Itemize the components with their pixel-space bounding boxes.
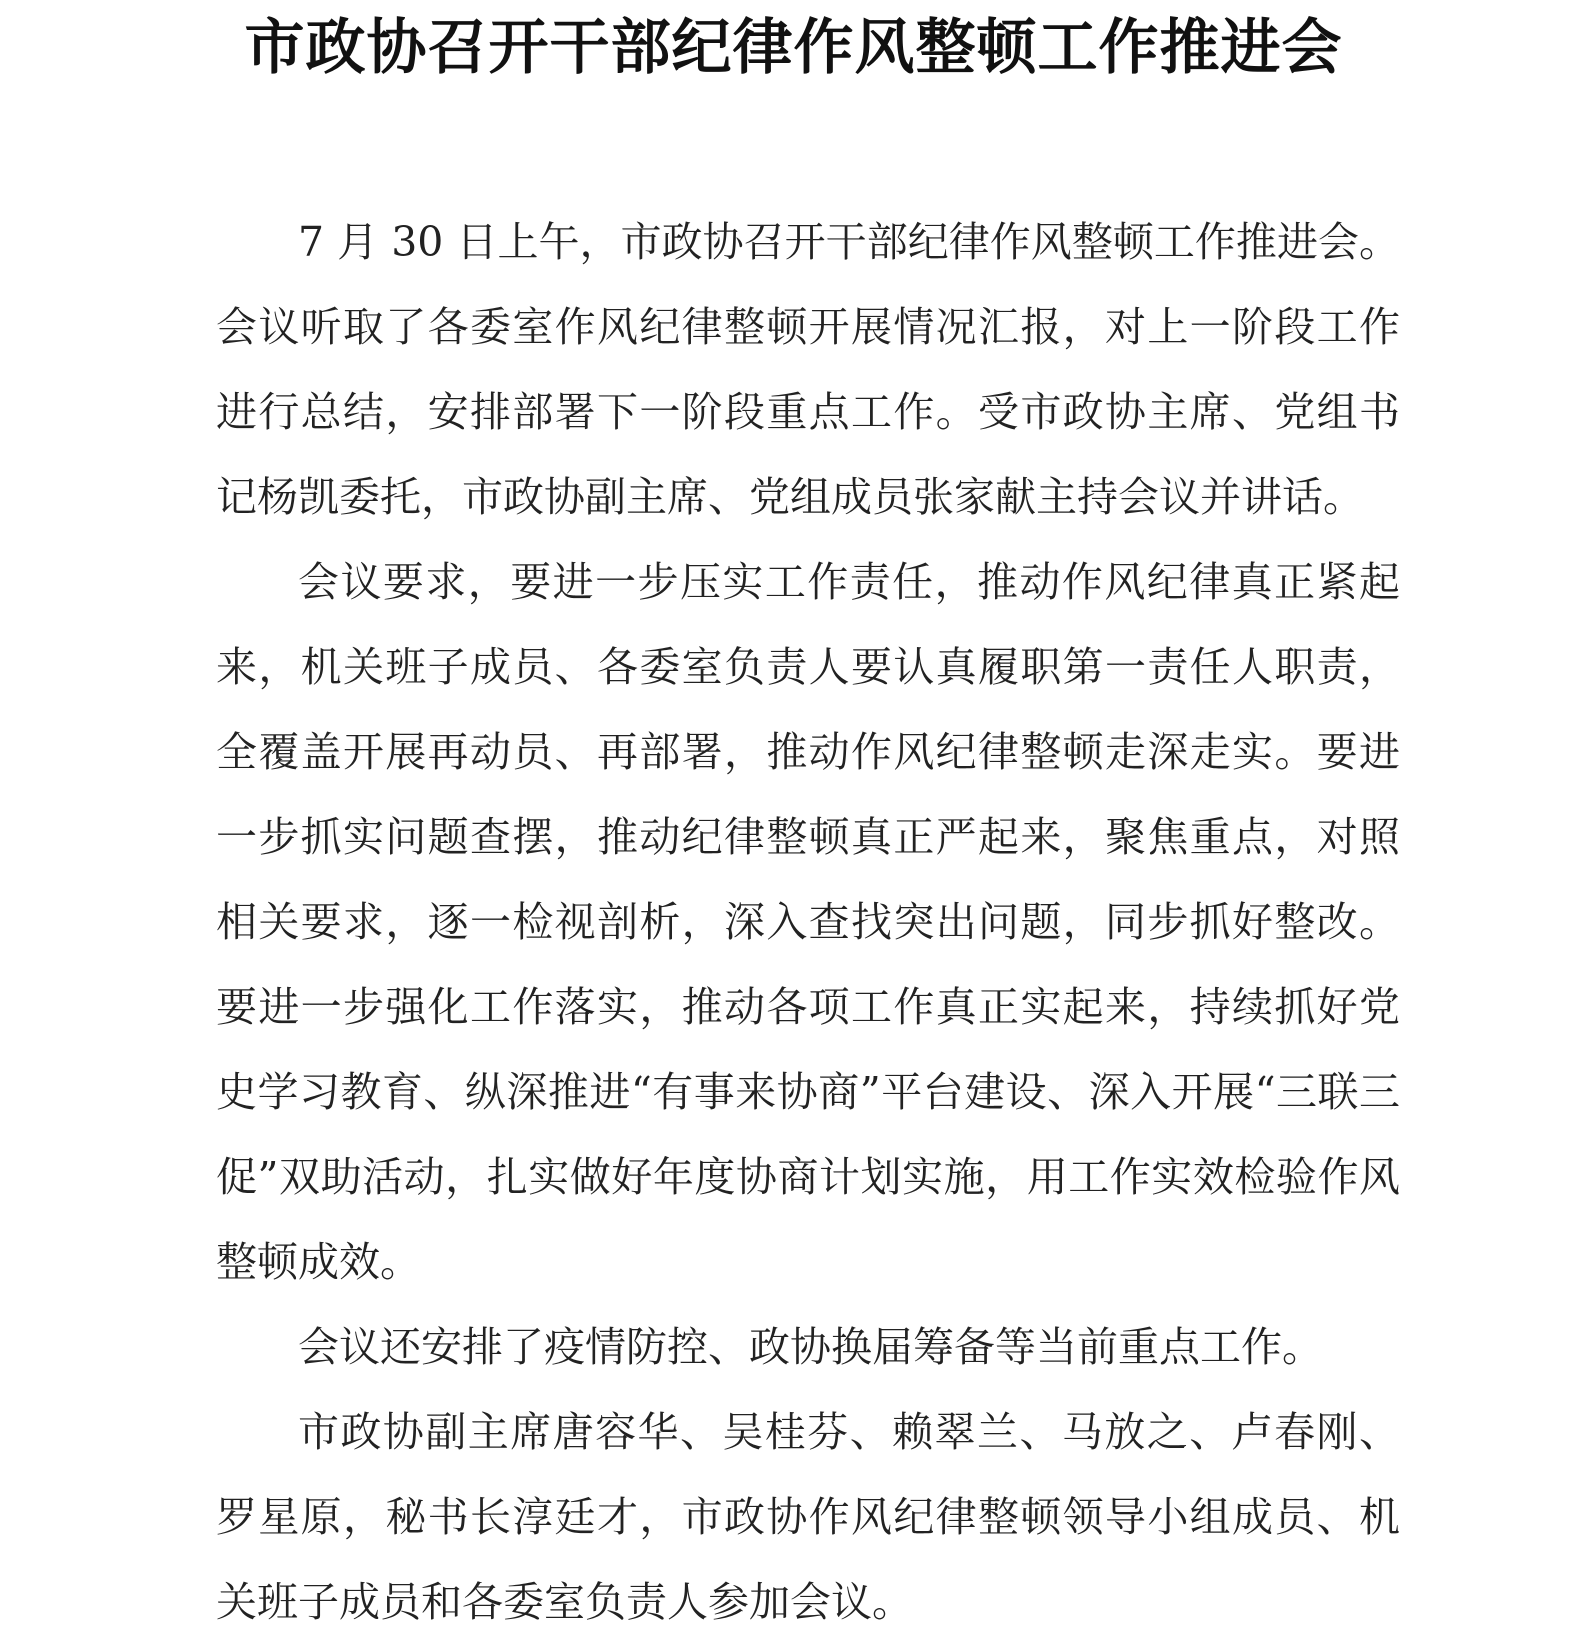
paragraph-meeting-overview: 7 月 30 日上午，市政协召开干部纪律作风整顿工作推进会。会议听取了各委室作风纪律整顿开展情况汇报，对上一阶段工作进行总结，安排部署下一阶段重点工作。受市政协主席、党组书记杨凯委托，市政协副主席、党组成员张家献主持会议并讲话。 [216,218,1400,521]
paragraph-meeting-requirements: 会议要求，要进一步压实工作责任，推动作风纪律真正紧起来，机关班子成员、各委室负责人要认真履职第一责任人职责，全覆盖开展再动员、再部署，推动作风纪律整顿走深走实。要进一步抓实问题查摆，推动纪律整顿真正严起来，聚焦重点，对照相关要求，逐一检视剖析，深入查找突出问题，同步抓好整改。要进一步强化工作落实，推动各项工作真正实起来，持续抓好党史学习教育、纵深推进“有事来协商”平台建设、深入开展“三联三促”双助活动，扎实做好年度协商计划实施，用工作实效检验作风整顿成效。 [216,558,1400,1286]
document-body [216,200,1400,1645]
paragraph-attendees: 市政协副主席唐容华、吴桂芬、赖翠兰、马放之、卢春刚、罗星原，秘书长淳廷才，市政协作风纪律整顿领导小组成员、机关班子成员和各委室负责人参加会议。 [216,1408,1400,1626]
paragraph-other-arrangements: 会议还安排了疫情防控、政协换届筹备等当前重点工作。 [298,1323,1323,1371]
document-title: 市政协召开干部纪律作风整顿工作推进会 [244,13,1343,83]
